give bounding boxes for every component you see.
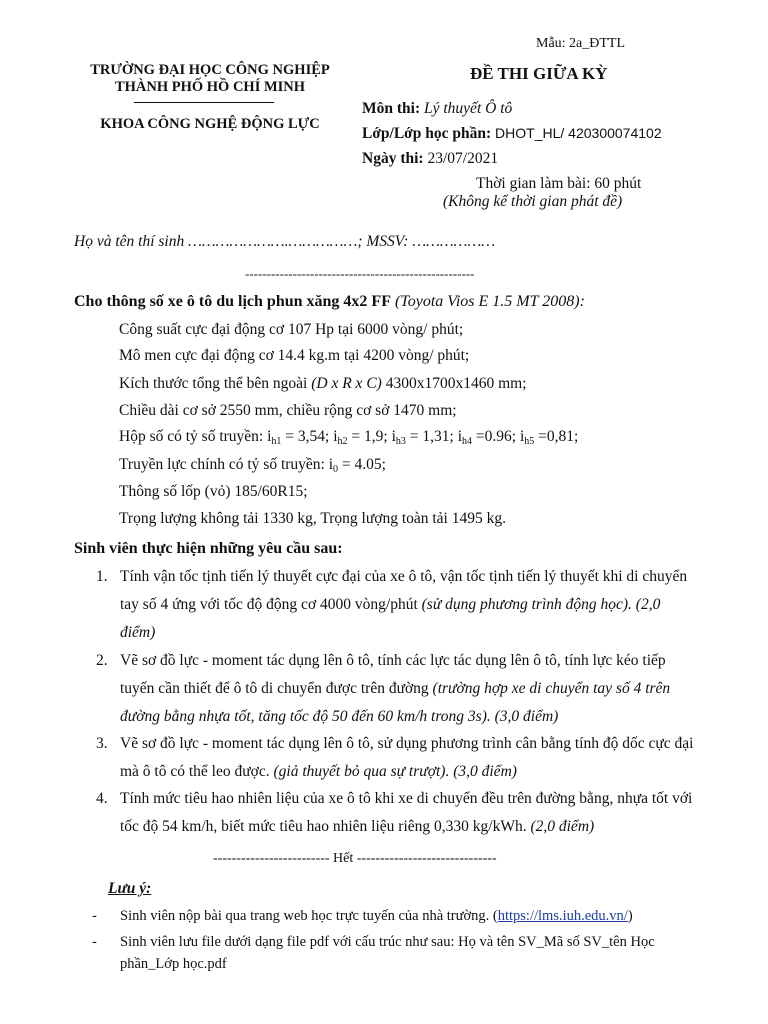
spec-power: Công suất cực đại động cơ 107 Hp tại 6000 vòng/ phút; — [119, 321, 464, 338]
requirement-number: 1. — [96, 568, 108, 585]
requirement-points: (giả thuyết bỏ qua sự trượt). (3,0 điểm) — [273, 763, 517, 780]
student-info-line — [74, 233, 495, 251]
school-name — [70, 62, 350, 96]
gear-label: Hộp số có tỷ số truyền: — [119, 428, 268, 445]
requirements-title: Sinh viên thực hiện những yêu cầu sau: — [74, 540, 343, 557]
note-text: Sinh viên lưu file dưới dạng file pdf với cấu trúc như sau: Họ và tên SV_Mã số SV_tên Học phần_Lớp học.pdf — [120, 934, 655, 972]
requirement-number: 2. — [96, 652, 108, 669]
note-bullet: - — [92, 934, 97, 950]
spec-dimensions-label: Kích thước tổng thể bên ngoài — [119, 375, 308, 392]
date-line — [362, 150, 498, 168]
spec-dimensions-axes: (D x R x C) — [311, 375, 382, 392]
final-value: = 4.05; — [338, 456, 386, 473]
note-text-end: ) — [627, 908, 633, 924]
intro-bold: Cho thông số xe ô tô du lịch phun xăng 4x2 FF — [74, 293, 391, 310]
requirement-text: Vẽ sơ đồ lực - moment tác dụng lên ô tô, sử dụng phương trình cân bằng tính độ dốc cực đại mà ô tô có thể leo được. — [120, 735, 694, 780]
gear3-sub: h3 — [395, 436, 406, 447]
gear1-value: = 3,54; — [281, 428, 334, 445]
spec-dimensions-value: 4300x1700x1460 mm; — [385, 375, 527, 392]
date-label: Ngày thi: — [362, 150, 424, 167]
gear3-value: = 1,31; — [405, 428, 458, 445]
student-name-dots: ………………….……………; — [188, 233, 363, 250]
requirement-text: Tính vận tốc tịnh tiến lý thuyết cực đại của xe ô tô, vận tốc tịnh tiến lý thuyết khi di chuyển tay số 4 ứng với tốc độ động cơ 4000 vòng/phút — [120, 568, 688, 613]
spec-dimensions — [119, 375, 527, 393]
requirement-points: (trường hợp xe di chuyển tay số 4 trên đường bằng nhựa tốt, tăng tốc độ 50 đến 60 km/h trong 3s). (3,0 điểm) — [120, 680, 671, 725]
spec-torque: Mô men cực đại động cơ 14.4 kg.m tại 4200 vòng/ phút; — [119, 347, 470, 364]
spec-wheelbase: Chiều dài cơ sở 2550 mm, chiều rộng cơ sở 1470 mm; — [119, 402, 457, 419]
final-sub: 0 — [333, 464, 339, 475]
class-value: DHOT_HL/ 420300074102 — [495, 125, 662, 141]
spec-weight: Trọng lượng không tải 1330 kg, Trọng lượng toàn tải 1495 kg. — [119, 510, 506, 527]
form-code: Mẫu: 2a_ĐTTL — [536, 36, 626, 51]
final-label: Truyền lực chính có tỷ số truyền: — [119, 456, 329, 473]
requirement-text: Tính mức tiêu hao nhiên liệu của xe ô tô khi xe di chuyển đều trên đường bằng, nhựa tốt với tốc độ 54 km/h, biết mức tiêu hao nhiên liệu riêng 0,330 kg/kWh. — [120, 790, 693, 835]
spec-gear-ratios: Hộp số có tỷ số truyền: $i_{h1} = 3,54$; $i_{h2} = 1,9$; $i_{h3} = 1,31$; $i_{h4} =0.96$; $i_{h5} =0,81$; — [119, 428, 579, 447]
school-name-line1: TRƯỜNG ĐẠI HỌC CÔNG NGHIỆP — [90, 62, 330, 78]
gear2-value: = 1,9; — [347, 428, 392, 445]
end-marker: ------------------------- Hết ------------------------------ — [213, 851, 497, 866]
student-id-label: MSSV: — [366, 233, 409, 250]
intro-line — [74, 293, 585, 311]
student-name-label: Họ và tên thí sinh — [74, 233, 185, 250]
requirement-points: (2,0 điểm) — [530, 818, 595, 835]
notes-title: Lưu ý: — [108, 880, 152, 897]
intro-italic: (Toyota Vios E 1.5 MT 2008): — [394, 293, 585, 310]
exam-title: ĐỀ THI GIỮA KỲ — [470, 64, 608, 83]
requirement-text: Vẽ sơ đồ lực - moment tác dụng lên ô tô, tính các lực tác dụng lên ô tô, tính lực kéo tiếp tuyến cần thiết để ô tô di chuyển được trên đường — [120, 652, 666, 697]
date-value: 23/07/2021 — [427, 150, 499, 167]
note-text: Sinh viên nộp bài qua trang web học trực tuyến của nhà trường. ( — [120, 908, 498, 924]
subject-label: Môn thi: — [362, 100, 421, 117]
duration-note: (Không kể thời gian phát đề) — [443, 193, 623, 210]
student-id-dots: ……………… — [412, 233, 496, 250]
gear4-sub: h4 — [462, 436, 473, 447]
gear5-value: =0,81; — [534, 428, 579, 445]
spec-tire: Thông số lốp (vỏ) 185/60R15; — [119, 483, 308, 500]
requirement-points: (sử dụng phương trình động học). (2,0 điểm) — [120, 596, 661, 641]
header-divider — [134, 102, 274, 103]
requirement-number: 4. — [96, 790, 108, 807]
lms-link[interactable]: https://lms.iuh.edu.vn/ — [497, 908, 628, 924]
duration: Thời gian làm bài: 60 phút — [476, 175, 642, 192]
gear4-value: =0.96; — [472, 428, 520, 445]
class-line — [362, 125, 662, 143]
gear2-sub: h2 — [337, 436, 348, 447]
subject-value: Lý thuyết Ô tô — [424, 100, 513, 117]
requirement-number: 3. — [96, 735, 108, 752]
school-name-line2: THÀNH PHỐ HỒ CHÍ MINH — [114, 79, 306, 95]
gear1-sub: h1 — [271, 436, 282, 447]
subject-line — [362, 100, 512, 118]
faculty-name: KHOA CÔNG NGHỆ ĐỘNG LỰC — [100, 116, 320, 132]
spec-final-drive: Truyền lực chính có tỷ số truyền: $i_0 = 4.05$; — [119, 456, 386, 475]
gear5-sub: h5 — [524, 436, 535, 447]
note-bullet: - — [92, 908, 97, 924]
class-label: Lớp/Lớp học phần: — [362, 125, 492, 142]
separator-top: ----------------------------------------------------- — [245, 266, 475, 281]
